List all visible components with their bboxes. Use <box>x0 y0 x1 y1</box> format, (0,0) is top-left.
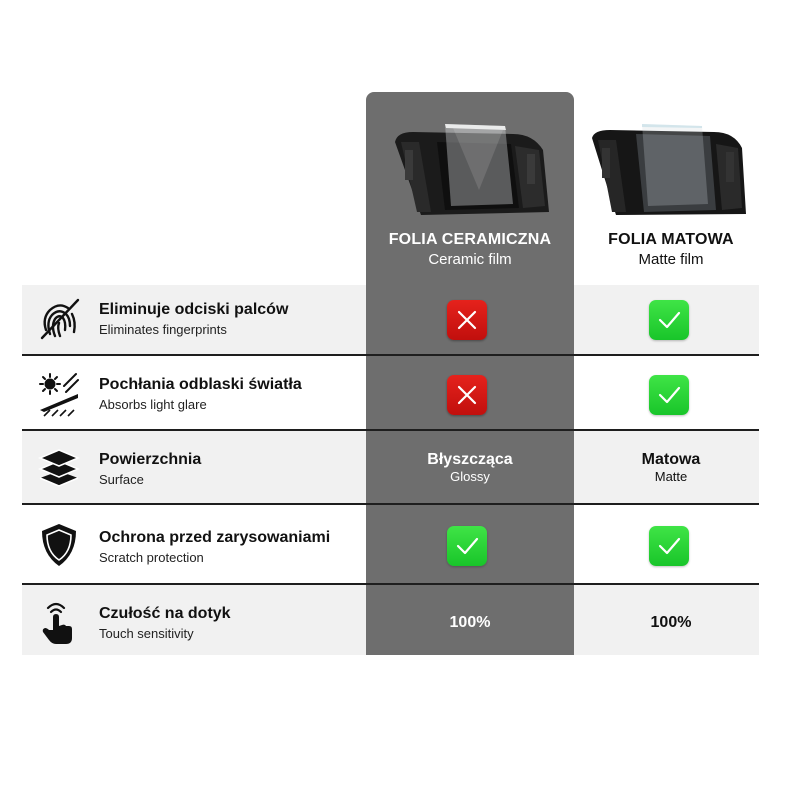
ceramic-column-title: FOLIA CERAMICZNA <box>388 231 552 248</box>
x-badge-icon <box>447 375 487 415</box>
feature-title: Eliminuje odciski palców <box>99 301 289 318</box>
ceramic-touch-value: 100% <box>449 614 491 631</box>
feature-subtitle: Scratch protection <box>99 550 204 565</box>
row-divider <box>22 429 759 431</box>
feature-subtitle: Eliminates fingerprints <box>99 322 227 337</box>
matte-touch-value: 100% <box>650 614 692 631</box>
check-badge-icon <box>649 300 689 340</box>
touch-hand-icon <box>36 600 82 646</box>
ceramic-surface-value: Błyszcząca <box>427 451 513 468</box>
x-badge-icon <box>447 300 487 340</box>
shield-icon <box>36 522 82 568</box>
feature-title: Pochłania odblaski światła <box>99 376 302 393</box>
check-badge-icon <box>649 526 689 566</box>
ceramic-column-subtitle: Ceramic film <box>428 251 512 268</box>
row-divider <box>22 354 759 356</box>
feature-subtitle: Touch sensitivity <box>99 626 194 641</box>
row-divider <box>22 503 759 505</box>
feature-subtitle: Surface <box>99 472 144 487</box>
matte-product-image <box>590 120 750 220</box>
feature-title: Powierzchnia <box>99 451 202 468</box>
ceramic-surface-subvalue: Glossy <box>450 469 490 484</box>
row-divider <box>22 583 759 585</box>
no-fingerprint-icon <box>36 296 82 342</box>
matte-surface-value: Matowa <box>641 451 701 468</box>
feature-subtitle: Absorbs light glare <box>99 397 207 412</box>
feature-title: Czułość na dotyk <box>99 605 231 622</box>
matte-column-title: FOLIA MATOWA <box>608 231 734 248</box>
matte-column-subtitle: Matte film <box>638 251 704 268</box>
check-badge-icon <box>447 526 487 566</box>
layers-icon <box>36 445 82 491</box>
feature-title: Ochrona przed zarysowaniami <box>99 529 331 546</box>
matte-surface-subvalue: Matte <box>654 469 688 484</box>
check-badge-icon <box>649 375 689 415</box>
light-glare-icon <box>36 372 82 418</box>
ceramic-product-image <box>393 120 553 220</box>
